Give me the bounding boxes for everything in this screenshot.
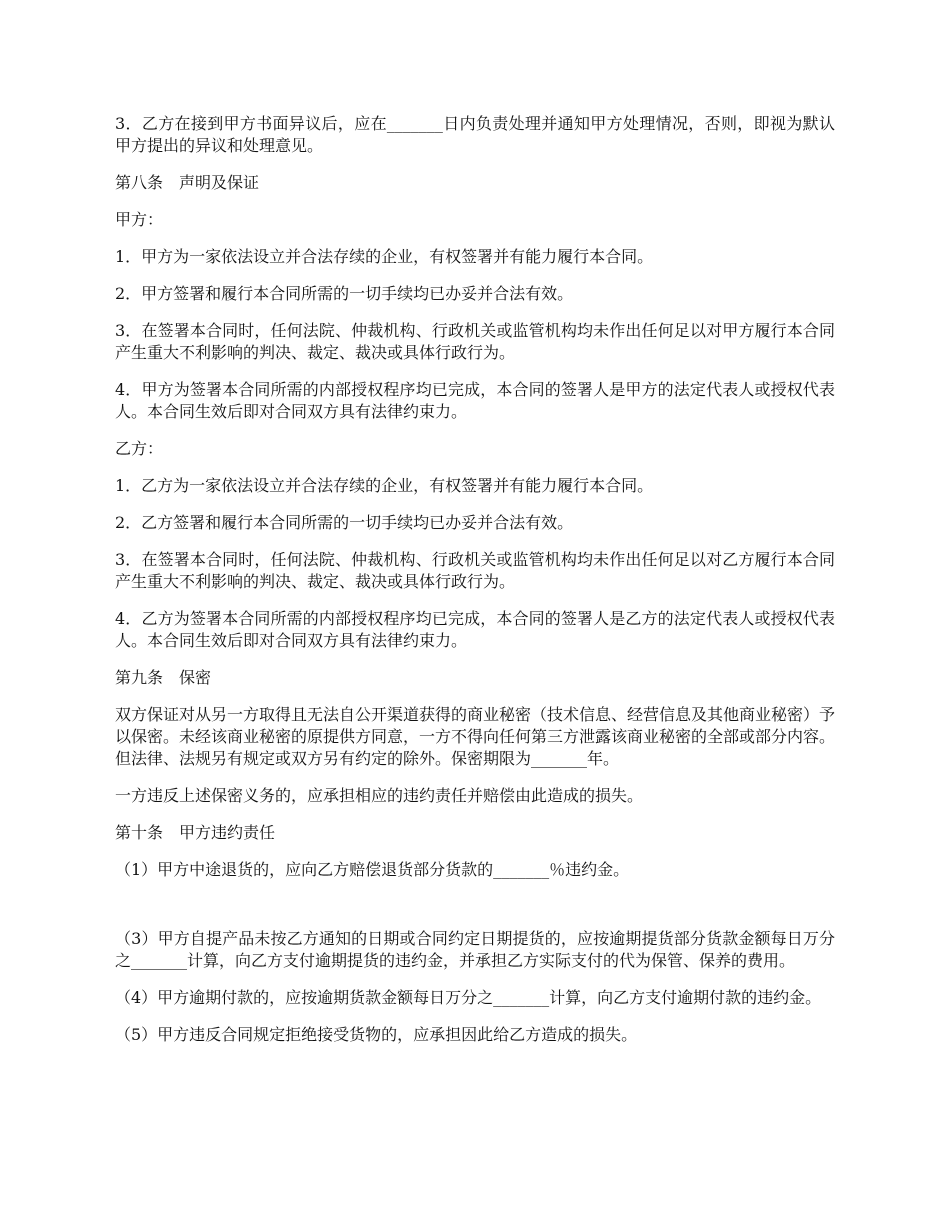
liability-item-4: （4）甲方逾期付款的，应按逾期货款金额每日万分之_______计算，向乙方支付逾期付款的违约金。 [115,988,822,1007]
article-8-heading: 第八条 声明及保证 [115,173,260,192]
confidentiality-paragraph: 双方保证对从另一方取得且无法自公开渠道获得的商业秘密（技术信息、经营信息及其他商业秘密）予以保密。未经该商业秘密的原提供方同意，一方不得向任何第三方泄露该商业秘密的全部或部分内容。但法律、法规另有规定或双方另有约定的除外。保密期限为_______年。 [115,705,836,768]
confidentiality-breach-paragraph: 一方违反上述保密义务的，应承担相应的违约责任并赔偿由此造成的损失。 [115,786,644,805]
party-b-item-4: 4．乙方为签署本合同所需的内部授权程序均已完成，本合同的签署人是乙方的法定代表人或授权代表人。本合同生效后即对合同双方具有法律约束力。 [115,609,835,650]
party-b-label: 乙方： [115,439,164,458]
party-b-item-2: 2．乙方签署和履行本合同所需的一切手续均已办妥并合法有效。 [115,513,574,532]
party-a-item-4: 4．甲方为签署本合同所需的内部授权程序均已完成，本合同的签署人是甲方的法定代表人或授权代表人。本合同生效后即对合同双方具有法律约束力。 [115,380,835,421]
clause-7-item-3: 3．乙方在接到甲方书面异议后，应在_______日内负责处理并通知甲方处理情况，否则，即视为默认甲方提出的异议和处理意见。 [115,114,835,155]
party-a-item-2: 2．甲方签署和履行本合同所需的一切手续均已办妥并合法有效。 [115,284,574,303]
liability-item-5: （5）甲方违反合同规定拒绝接受货物的，应承担因此给乙方造成的损失。 [115,1025,638,1044]
party-b-item-1: 1．乙方为一家依法设立并合法存续的企业，有权签署并有能力履行本合同。 [115,476,654,495]
article-10-heading: 第十条 甲方违约责任 [115,823,276,842]
party-a-item-3: 3．在签署本合同时，任何法院、仲裁机构、行政机关或监管机构均未作出任何足以对甲方履行本合同产生重大不利影响的判决、裁定、裁决或具体行政行为。 [115,321,835,362]
party-a-label: 甲方： [115,210,164,229]
liability-item-3: （3）甲方自提产品未按乙方通知的日期或合同约定日期提货的，应按逾期提货部分货款金额每日万分之_______计算，向乙方支付逾期提货的违约金，并承担乙方实际支付的代为保管、保养的费用。 [115,929,835,970]
liability-item-1: （1）甲方中途退货的，应向乙方赔偿退货部分货款的_______％违约金。 [115,860,630,879]
party-b-item-3: 3．在签署本合同时，任何法院、仲裁机构、行政机关或监管机构均未作出任何足以对乙方履行本合同产生重大不利影响的判决、裁定、裁决或具体行政行为。 [115,550,835,591]
article-9-heading: 第九条 保密 [115,668,212,687]
blank-gap [115,896,835,928]
party-a-item-1: 1．甲方为一家依法设立并合法存续的企业，有权签署并有能力履行本合同。 [115,247,654,266]
document-body [115,113,835,1061]
